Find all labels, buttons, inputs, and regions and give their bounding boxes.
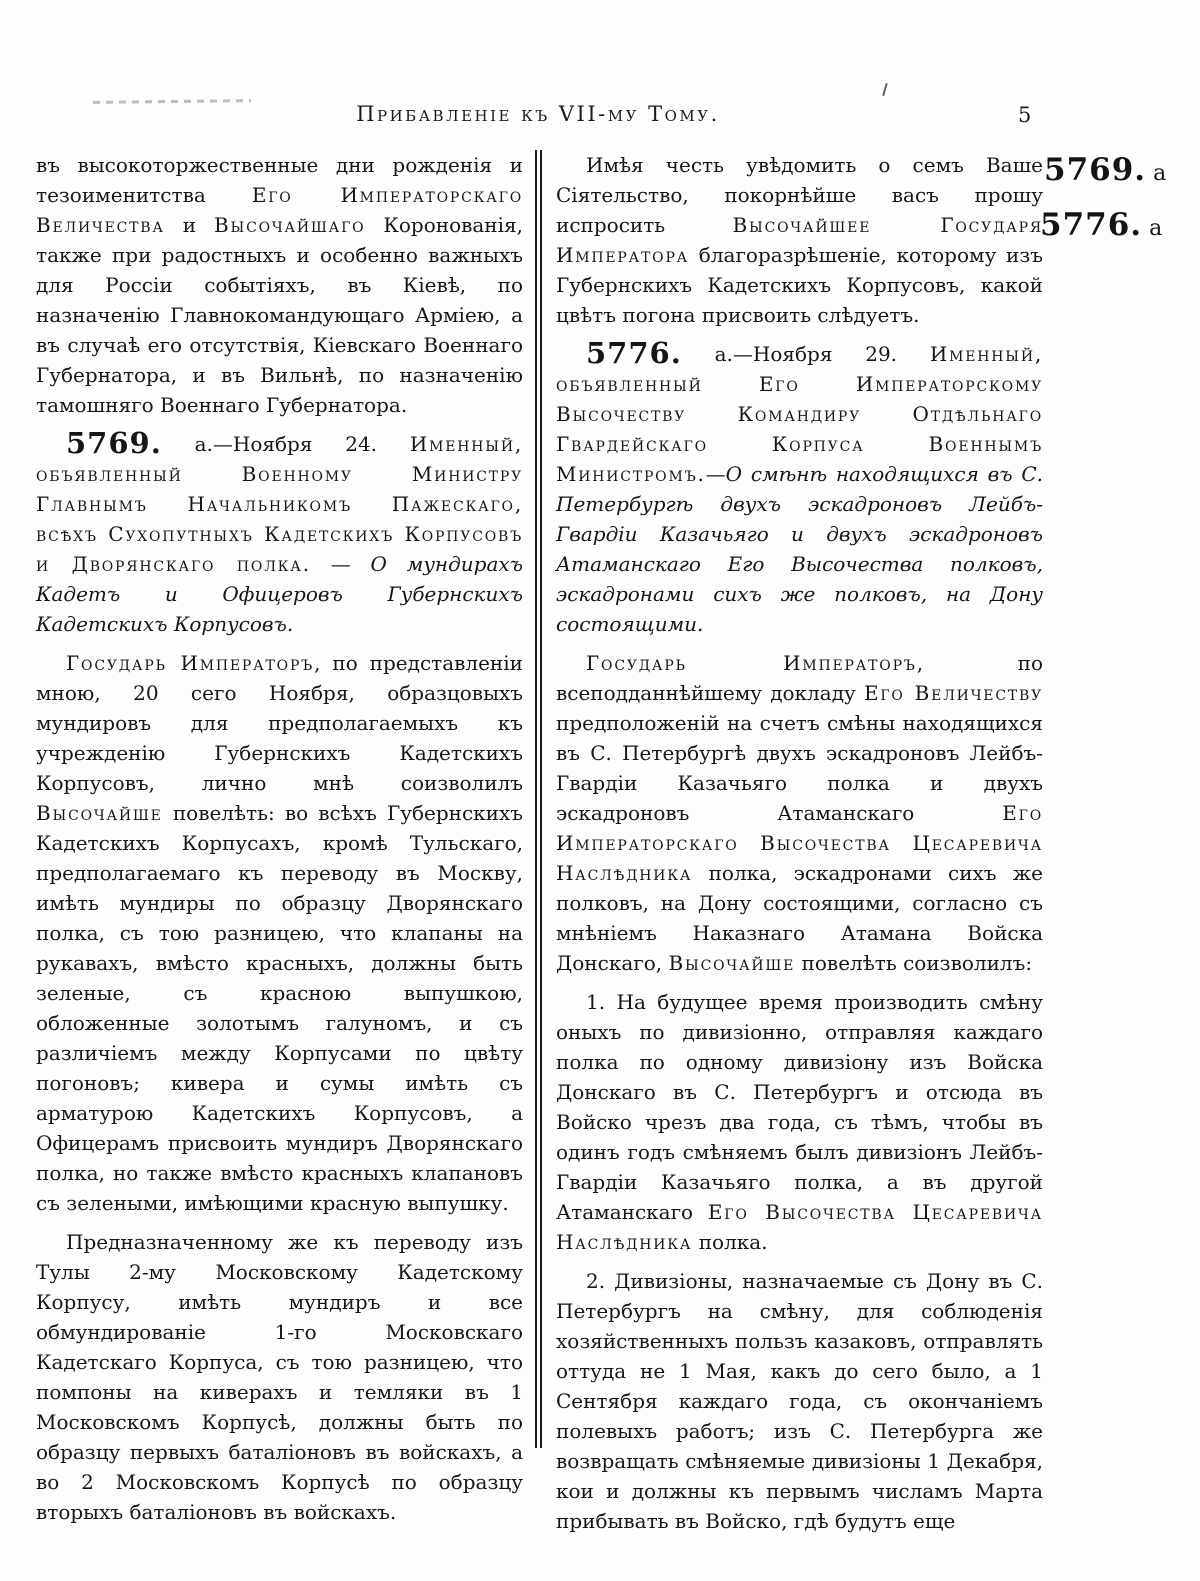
- margin-note-5776: [1040, 207, 1162, 243]
- column-divider: [535, 150, 542, 1448]
- text-segment: Государь Императоръ: [66, 651, 315, 675]
- text-segment: Именный, объявленный Его Императорскому Высочеству Командиру Отдѣльнаго Гвардейскаго Корпуса Военнымъ Министромъ.: [556, 342, 1043, 486]
- text-segment: , по всеподданнѣйшему докладу: [556, 651, 1043, 705]
- text-segment: Его Высочества Цесаревича Наслѣдника: [556, 1200, 1043, 1254]
- text-segment: Высочайшаго: [214, 213, 366, 237]
- page-number: 5: [1018, 103, 1032, 127]
- act-number: 5776.: [1040, 207, 1143, 243]
- text-segment: Высочайшее Государя Императора: [556, 213, 1044, 267]
- body-paragraph: [36, 648, 523, 1218]
- text-segment: Коронованія, также при радостныхъ и особенно важныхъ для Россіи событіяхъ, въ Кіевѣ, по назначенію Главнокомандующаго Арміею, а въ случаѣ его отсутствія, Кіевскаго Военнаго Губернатора, и въ Вильнѣ, по назначенію тамошняго Военнаго Губернатора.: [36, 213, 523, 417]
- act-number: 5769.: [1044, 152, 1147, 188]
- text-segment: , по представленіи мною, 20 сего Ноября, образцовыхъ мундировъ для предполагаемыхъ къ учрежденію Губернскихъ Кадетскихъ Корпусовъ, лично мнѣ соизволилъ: [36, 651, 523, 795]
- numbered-item-2: [556, 1266, 1043, 1536]
- text-segment: 5776.: [586, 336, 682, 370]
- text-segment: Предназначенному же къ переводу изъ Тулы 2-му Московскому Кадетскому Корпусу, имѣть мундиръ и все обмундированіе 1-го Московскаго Кадетскаго Корпуса, съ тою разницею, что помпоны на киверахъ и темляки въ 1 Московскомъ Корпусѣ, должны быть по образцу первыхъ баталіоновъ въ войскахъ, а во 2 Московскомъ Корпусѣ по образцу вторыхъ баталіоновъ въ войскахъ.: [36, 1230, 523, 1524]
- text-segment: благоразрѣшеніе, которому изъ Губернскихъ Кадетскихъ Корпусовъ, какой цвѣтъ погона присвоить слѣдуетъ.: [556, 243, 1043, 327]
- numbered-item-1: [556, 987, 1043, 1257]
- text-segment: и: [164, 213, 215, 237]
- text-segment: а.—Ноября 24.: [161, 432, 410, 456]
- body-paragraph: [556, 648, 1043, 978]
- text-segment: Его Императорскаго Величества: [36, 183, 524, 237]
- continuation-paragraph: [36, 150, 523, 420]
- margin-note-5769: [1044, 152, 1166, 188]
- right-column: [556, 150, 1043, 1545]
- text-segment: Высочайше: [668, 951, 796, 975]
- act-suffix: а: [1153, 161, 1167, 186]
- act-suffix: а: [1149, 216, 1163, 241]
- act-heading-5776: [556, 336, 1043, 639]
- text-segment: въ высокоторжественные дни рожденія и тезоименитства: [36, 153, 523, 207]
- text-segment: 5769.: [66, 426, 162, 460]
- text-segment: Его Величеству: [863, 681, 1043, 705]
- page-title: Прибавленіе къ VII-му Тому.: [356, 102, 720, 126]
- text-segment: Имѣя честь увѣдомить о семъ Ваше Сіятельство, покорнѣйше васъ прошу испросить: [556, 153, 1043, 237]
- text-segment: —: [310, 552, 371, 576]
- text-segment: Высочайше: [36, 801, 163, 825]
- act-heading-5769: [36, 426, 523, 639]
- text-segment: 1. На будущее время производить смѣну оныхъ по дивизіонно, отправляя каждаго полка по одному дивизіону изъ Войска Донскаго въ С. Петербургъ и отсюда въ Войско чрезъ два года, съ тѣмъ, чтобы въ одинъ годъ смѣняемъ былъ дивизіонъ Лейбъ-Гвардіи Казачьяго полка, а въ другой Атаманскаго: [556, 990, 1043, 1224]
- text-segment: а.—Ноября 29.: [681, 342, 930, 366]
- text-segment: О мундирахъ Кадетъ и Офицеровъ Губернскихъ Кадетскихъ Корпусовъ.: [36, 552, 523, 636]
- text-segment: Государь Императоръ: [586, 651, 917, 675]
- text-segment: повелѣть соизволилъ:: [795, 951, 1033, 975]
- text-segment: —: [705, 462, 726, 486]
- text-segment: предположеній на счетъ смѣны находящихся въ С. Петербургѣ двухъ эскадроновъ Лейбъ-Гвардіи Казачьяго полка и двухъ эскадроновъ Атаманскаго: [556, 711, 1043, 825]
- text-segment: повелѣть: во всѣхъ Губернскихъ Кадетскихъ Корпусахъ, кромѣ Тульскаго, предполагаемаго къ переводу въ Москву, имѣть мундиры по образцу Дворянскаго полка, съ тою разницею, что клапаны на рукавахъ, вмѣсто красныхъ, должны быть зеленые, съ красною выпушкою, обложенные золотымъ галуномъ, и съ различіемъ между Корпусами по цвѣту погоновъ; кивера и сумы имѣть съ арматурою Кадетскихъ Корпусовъ, а Офицерамъ присвоить мундиръ Дворянскаго полка, но также вмѣсто красныхъ клапановъ съ зелеными, имѣющими красную выпушку.: [36, 801, 523, 1215]
- scan-artifact: [882, 83, 888, 96]
- body-paragraph: [36, 1227, 523, 1527]
- body-paragraph: [556, 150, 1043, 330]
- text-segment: Именный, объявленный Военному Министру Главнымъ Начальникомъ Пажескаго, всѣхъ Сухопутныхъ Кадетскихъ Корпусовъ и Дворянскаго полка.: [36, 432, 523, 576]
- left-column: [36, 150, 523, 1536]
- text-segment: полка, эскадронами сихъ же полковъ, на Дону состоящими, согласно съ мнѣніемъ Наказнаго Атамана Войска Донскаго,: [556, 861, 1043, 975]
- text-segment: 2. Дивизіоны, назначаемые съ Дону въ С. Петербургъ на смѣну, для соблюденія хозяйственныхъ пользъ казаковъ, отправлять оттуда не 1 Мая, какъ до сего было, а 1 Сентября каждаго года, съ окончаніемъ полевыхъ работъ; изъ С. Петербурга же возвращать смѣняемые дивизіоны 1 Декабря, кои и должны къ первымъ числамъ Марта прибывать въ Войско, гдѣ будутъ еще: [556, 1269, 1043, 1533]
- text-segment: Его Императорскаго Высочества Цесаревича Наслѣдника: [556, 801, 1043, 885]
- text-segment: полка.: [692, 1230, 768, 1254]
- text-segment: О смѣнѣ находящихся въ С. Петербургѣ двухъ эскадроновъ Лейбъ-Гвардіи Казачьяго и двухъ эскадроновъ Атаманскаго Его Высочества полковъ, эскадронами сихъ же полковъ, на Дону состоящими.: [556, 462, 1043, 636]
